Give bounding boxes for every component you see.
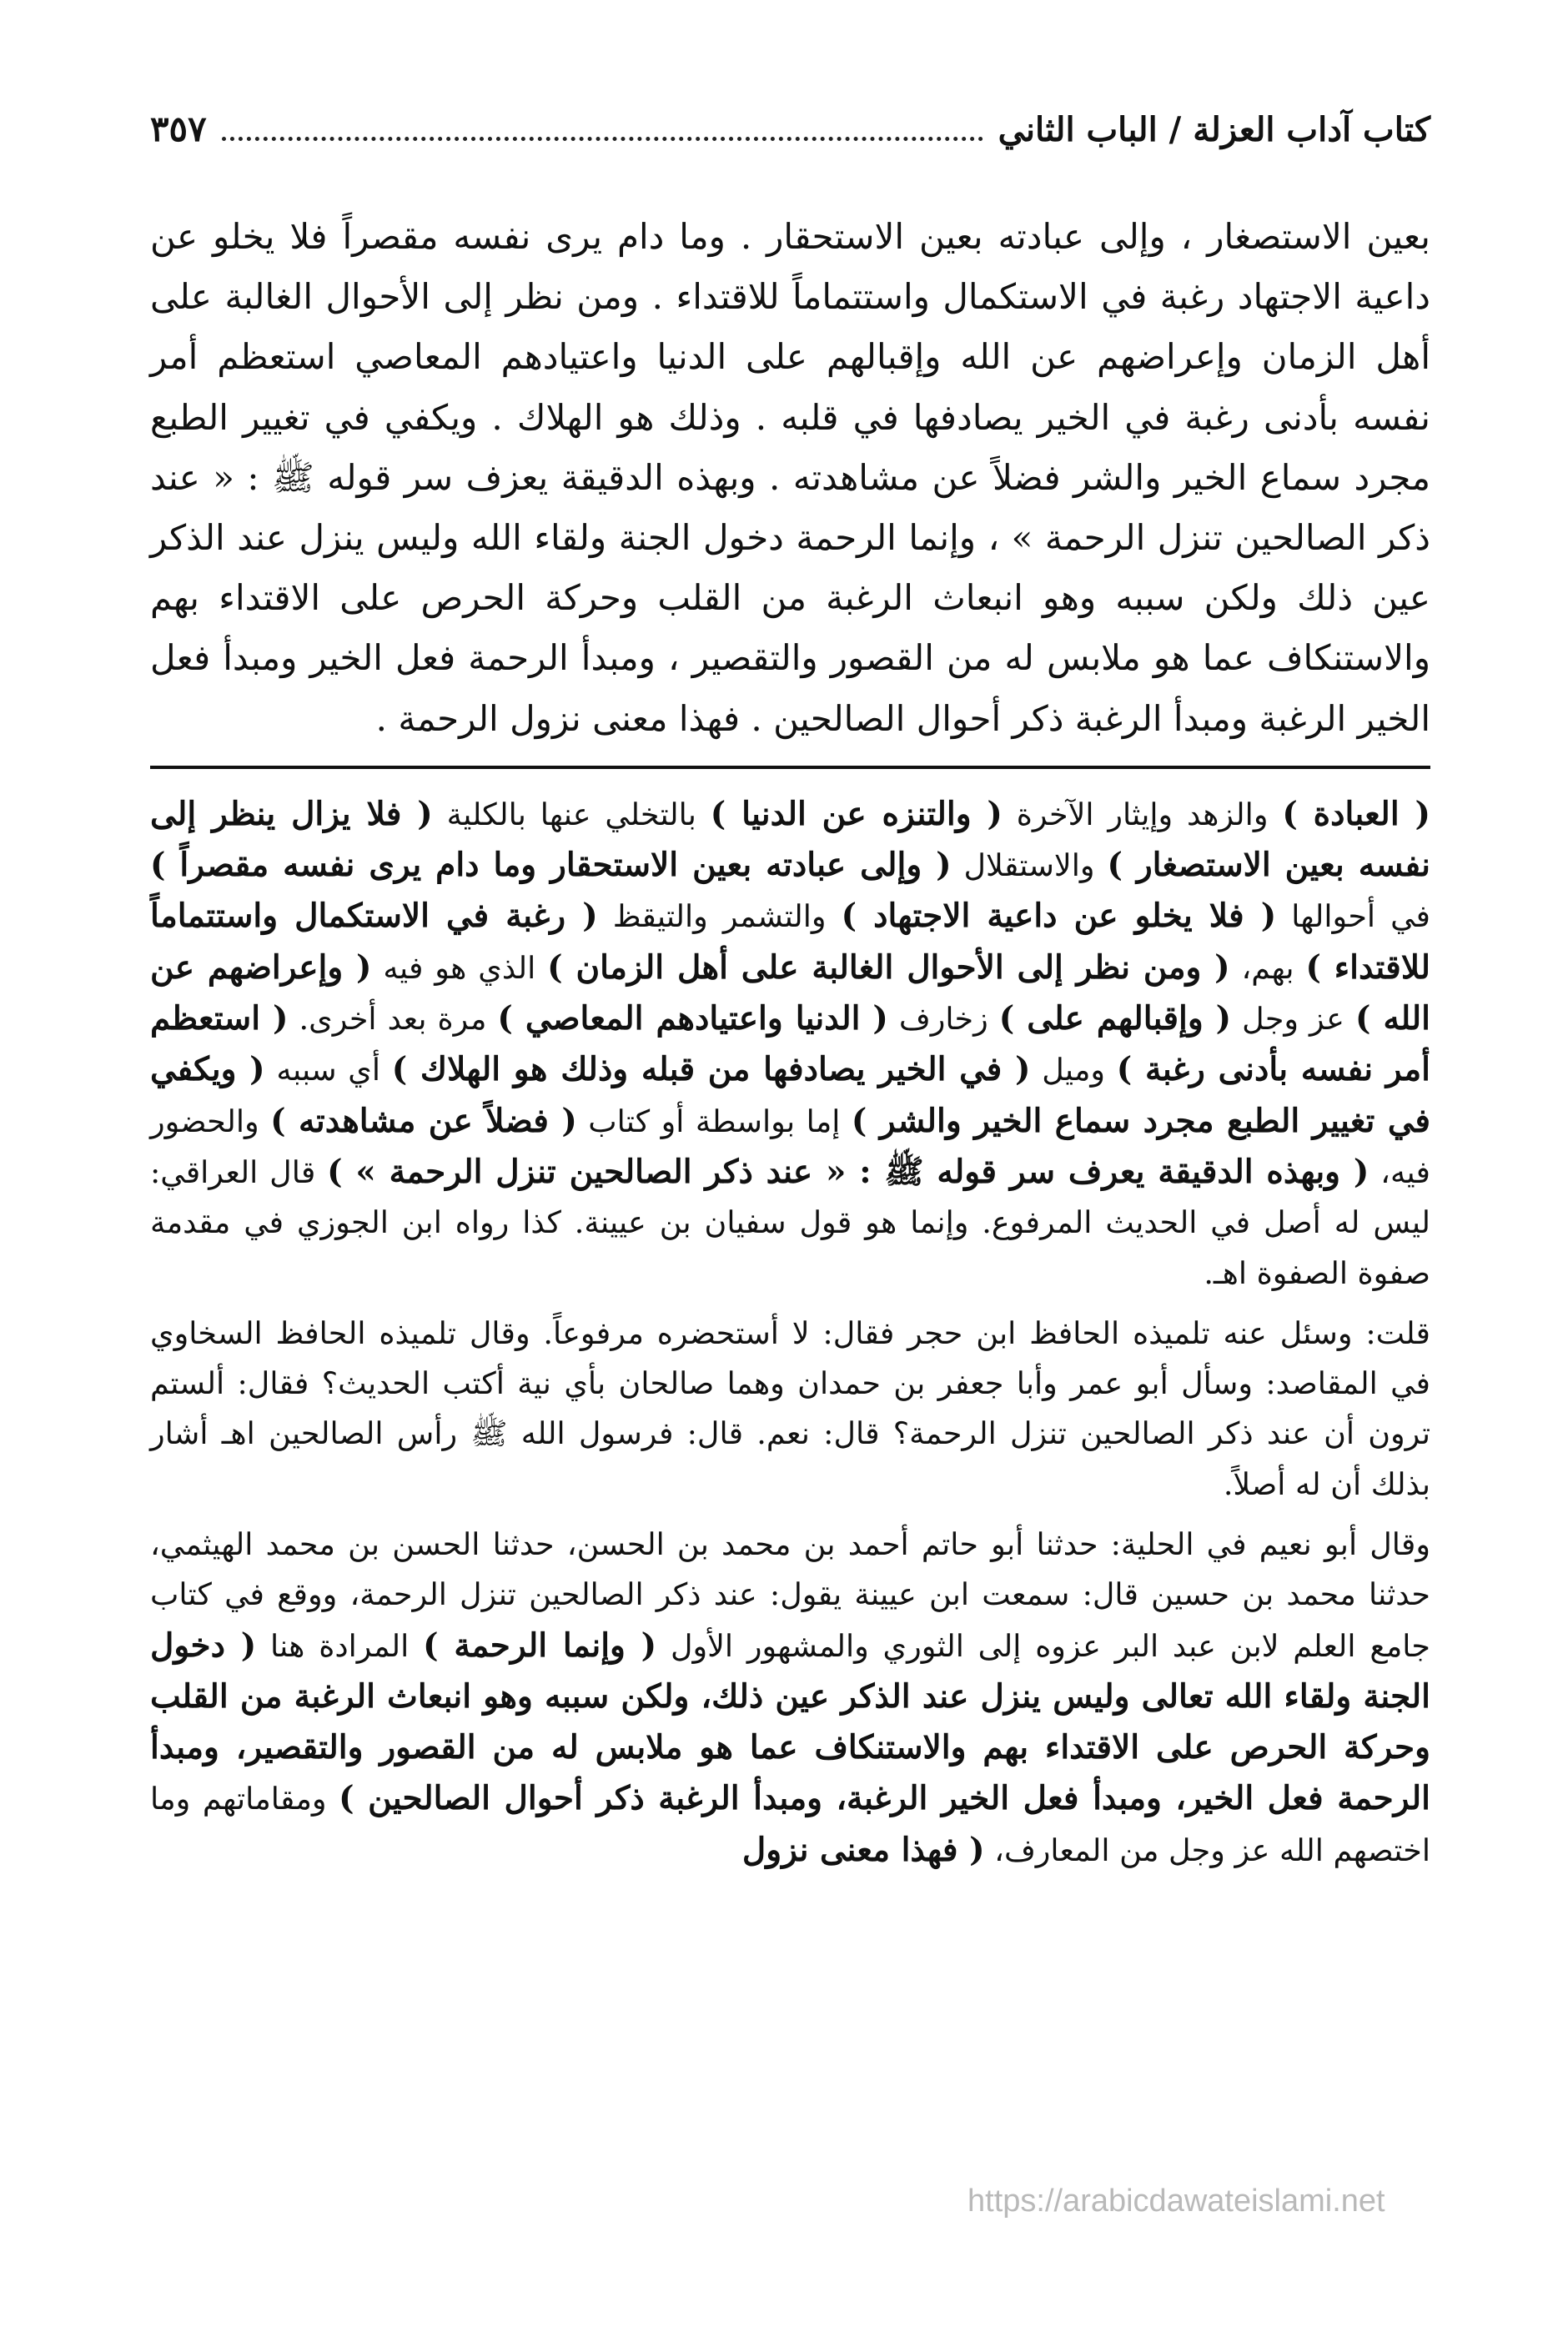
quoted-text: ( فلا يخلو عن داعية الاجتهاد )	[841, 897, 1277, 936]
quoted-text: ( ويكفي في تغيير الطبع مجرد سماع الخير والشر )	[150, 1050, 1430, 1140]
source-watermark: https://arabicdawateislami.net	[967, 2184, 1385, 2219]
quoted-text: ( وإقبالهم على )	[998, 999, 1232, 1038]
quoted-text: ( في الخير يصادفها من قبله وذلك هو الهلاك )	[391, 1050, 1031, 1089]
commentary-text: الذي هو فيه	[371, 949, 548, 986]
quoted-text: ( رغبة في الاستكمال واستتماماً للاقتداء )	[150, 897, 1430, 987]
page-number: ٣٥٧	[150, 108, 207, 149]
commentary-text: وقال أبو نعيم في الحلية: حدثنا أبو حاتم أحمد بن محمد بن الحسن، حدثنا الحسن بن محمد الهيثمي، حدثنا محمد بن حسين قال: سمعت ابن عيينة يقول: عند ذكر الصالحين تنزل الرحمة، ووقع في كتاب جامع العلم لابن عبد البر عزوه إلى الثوري والمشهور الأول	[150, 1525, 1430, 1664]
main-text: بعين الاستصغار ، وإلى عبادته بعين الاستحقار . وما دام يرى نفسه مقصراً فلا يخلو عن داعية الاجتهاد رغبة في الاستكمال واستتماماً للاقتداء . ومن نظر إلى الأحوال الغالبة على أهل الزمان وإعراضهم عن الله وإقبالهم على الدنيا واعتيادهم المعاصي استعظم أمر نفسه بأدنى رغبة في الخير يصادفها في قلبه . وذلك هو الهلاك . ويكفي في تغيير الطبع مجرد سماع الخير والشر فضلاً عن مشاهدته . وبهذه الدقيقة يعزف سر قوله ﷺ : « عند ذكر الصالحين تنزل الرحمة » ، وإنما الرحمة دخول الجنة ولقاء الله وليس ينزل عند الذكر عين ذلك ولكن سببه وهو انبعاث الرغبة من القلب وحركة الحرص على الاقتداء بهم والاستنكاف عما هو ملابس له من القصور والتقصير ، ومبدأ الرحمة فعل الخير ومبدأ فعل الخير الرغبة ومبدأ الرغبة ذكر أحوال الصالحين . فهذا معنى نزول الرحمة .	[150, 216, 1430, 739]
commentary-text: زخارف	[887, 1001, 999, 1038]
commentary-text: قال العراقي: ليس له أصل في الحديث المرفوع. وإنما هو قول سفيان بن عيينة. كذا رواه ابن الجوزي في مقدمة صفوة الصفوة اهـ.	[150, 1153, 1430, 1291]
quoted-text: ( دخول الجنة ولقاء الله تعالى وليس ينزل عند الذكر عين ذلك، ولكن سببه وهو انبعاث الرغبة من القلب وحركة الحرص على الاقتداء بهم والاستنكاف عما هو ملابس له من القصور والتقصير، ومبدأ الرحمة فعل الخير، ومبدأ فعل الخير الرغبة، ومبدأ الرغبة ذكر أحوال الصالحين )	[150, 1626, 1431, 1818]
commentary-text: والزهد وإيثار الآخرة	[1002, 796, 1283, 832]
book-page	[150, 108, 1430, 1886]
quoted-text: ( العبادة )	[1282, 794, 1430, 833]
commentary-text: والتشمر والتيقظ	[597, 898, 842, 935]
running-header	[150, 108, 1430, 167]
commentary-text: عز وجل	[1231, 1001, 1355, 1038]
quoted-text: ( والتنزه عن الدنيا )	[710, 794, 1003, 833]
quoted-text: ( فلا يزال ينظر إلى نفسه بعين الاستصغار )	[150, 794, 1430, 885]
commentary-text: قلت: وسئل عنه تلميذه الحافظ ابن حجر فقال: لا أستحضره مرفوعاً. وقال تلميذه الحافظ السخاوي في المقاصد: وسأل أبو عمر وأبا جعفر بن حمدان وهما صالحان بأي نية أكتب الحديث؟ فقال: ألستم ترون أن عند ذكر الصالحين تنزل الرحمة؟ قال: نعم. قال: فرسول الله ﷺ رأس الصالحين اهـ أشار بذلك أن له أصلاً.	[150, 1314, 1430, 1502]
commentary-text: بهم،	[1229, 949, 1306, 986]
footnote-divider	[150, 766, 1430, 769]
quoted-text: ( فهذا معنى نزول	[741, 1830, 985, 1869]
commentary-paragraph	[150, 1309, 1430, 1510]
commentary	[150, 789, 1430, 1876]
quoted-text: ( وإعراضهم عن الله )	[150, 947, 1431, 1038]
commentary-text: المرادة هنا	[256, 1627, 424, 1664]
quoted-text: ( وبهذه الدقيقة يعرف سر قوله ﷺ : « عند ذكر الصالحين تنزل الرحمة » )	[327, 1152, 1369, 1191]
quoted-text: ( ومن نظر إلى الأحوال الغالبة على أهل الزمان )	[547, 947, 1230, 987]
commentary-paragraph	[150, 789, 1430, 1299]
quoted-text: ( وإنما الرحمة )	[423, 1626, 657, 1665]
commentary-text: أي سببه	[264, 1052, 392, 1088]
commentary-text: والحضور فيه،	[150, 1103, 1430, 1190]
quoted-text: ( استعظم أمر نفسه بأدنى رغبة )	[150, 999, 1431, 1089]
quoted-text: ( وإلى عبادته بعين الاستحقار وما دام يرى نفسه مقصراً )	[150, 846, 952, 885]
commentary-text: إما بواسطة أو كتاب	[576, 1103, 852, 1139]
commentary-text: مرة بعد أخرى.	[288, 1001, 498, 1038]
header-dot-leader	[222, 113, 983, 141]
running-title: كتاب آداب العزلة / الباب الثاني	[998, 110, 1430, 149]
quoted-text: ( فضلاً عن مشاهدته )	[270, 1101, 577, 1140]
commentary-paragraph	[150, 1520, 1430, 1876]
commentary-text: بالتخلي عنها بالكلية	[432, 796, 711, 832]
commentary-text: ومقاماتهم وما اختصهم الله عز وجل من المعارف،	[150, 1781, 1430, 1868]
commentary-text: والاستقلال	[951, 847, 1108, 884]
commentary-text: وميل	[1030, 1052, 1117, 1088]
quoted-text: ( الدنيا واعتيادهم المعاصي )	[497, 999, 888, 1038]
commentary-text: في أحوالها	[1276, 898, 1430, 935]
